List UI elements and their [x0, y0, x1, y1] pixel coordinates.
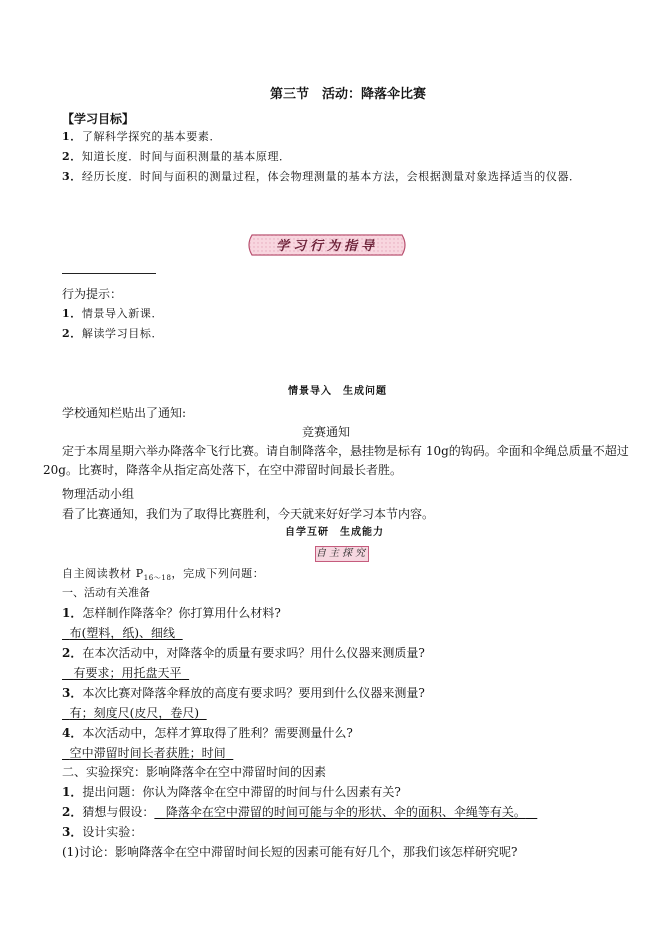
notice-text-line1: 定于本周星期六举办降落伞飞行比赛。请自制降落伞，悬挂物是标有 10g的钩码。伞面和伞绳总质量不超过 — [62, 444, 629, 458]
page-title: 第三节 活动：降落伞比赛 — [270, 87, 427, 102]
answer-3: 有；刻度尺(皮尺，卷尺) — [69, 706, 200, 720]
question-2: 2．在本次活动中，对降落伞的质量有要求吗？用什么仪器来测质量? — [62, 646, 425, 660]
self-study-badge: 自主探究 — [315, 546, 369, 562]
section-heading-self-study: 自学互研 生成能力 — [285, 527, 384, 538]
experiment-step-1: 1．提出问题：你认为降落伞在空中滞留的时间与什么因素有关? — [62, 785, 401, 799]
notice-title: 竞赛通知 — [302, 425, 351, 439]
experiment-step-2: 2．猜想与假设： 降落伞在空中滞留的时间可能与伞的形状、伞的面积、伞绳等有关。 — [62, 805, 537, 820]
hint-item: 2．解读学习目标． — [62, 327, 164, 340]
closing-text: 看了比赛通知，我们为了取得比赛胜利，今天就来好好学习本节内容。 — [62, 507, 435, 521]
study-guide-banner — [244, 233, 410, 257]
reading-instruction: 自主阅读教材 $P_{16\sim 18}$，完成下列问题： — [62, 567, 265, 583]
notice-intro: 学校通知栏贴出了通知: — [62, 406, 187, 420]
banner-text: 学习行为指导 — [275, 239, 379, 254]
answer-2: 有要求；用托盘天平 — [73, 666, 182, 680]
question-1: 1．怎样制作降落伞？你打算用什么材料? — [62, 606, 281, 620]
part2-title: 二、实验探究：影响降落伞在空中滞留时间的因素 — [62, 765, 327, 779]
objective-item: 1．了解科学探究的基本要素． — [62, 130, 222, 143]
question-3: 3．本次比赛对降落伞释放的高度有要求吗？要用到什么仪器来测量? — [62, 686, 425, 700]
objective-item: 2．知道长度．时间与面积测量的基本原理． — [62, 150, 291, 163]
hints-heading: 行为提示： — [62, 287, 123, 301]
answer-4: 空中滞留时间长者获胜；时间 — [69, 746, 226, 760]
section-heading-intro: 情景导入 生成问题 — [288, 386, 387, 397]
objectives-heading: 【学习目标】 — [62, 112, 135, 126]
experiment-step-3-1: (1)讨论：影响降落伞在空中滞留时间长短的因素可能有好几个，那我们该怎样研究呢? — [62, 845, 518, 859]
experiment-step-3: 3．设计实验： — [62, 825, 143, 839]
question-4: 4．本次活动中，怎样才算取得了胜利？需要测量什么? — [62, 726, 353, 740]
objective-item: 3．经历长度．时间与面积的测量过程，体会物理测量的基本方法，会根据测量对象选择适当的仪器． — [62, 170, 581, 183]
divider-line — [62, 273, 156, 274]
part1-title: 一、活动有关准备 — [62, 586, 150, 599]
notice-signature: 物理活动小组 — [62, 487, 135, 501]
hint-item: 1．情景导入新课． — [62, 307, 164, 320]
answer-1: 布(塑料，纸)、细线 — [69, 626, 176, 640]
notice-text-line2: 20g。比赛时，降落伞从指定高处落下，在空中滞留时间最长者胜。 — [43, 463, 402, 477]
answer-hypothesis: 降落伞在空中滞留的时间可能与伞的形状、伞的面积、伞绳等有关。 — [165, 805, 526, 819]
